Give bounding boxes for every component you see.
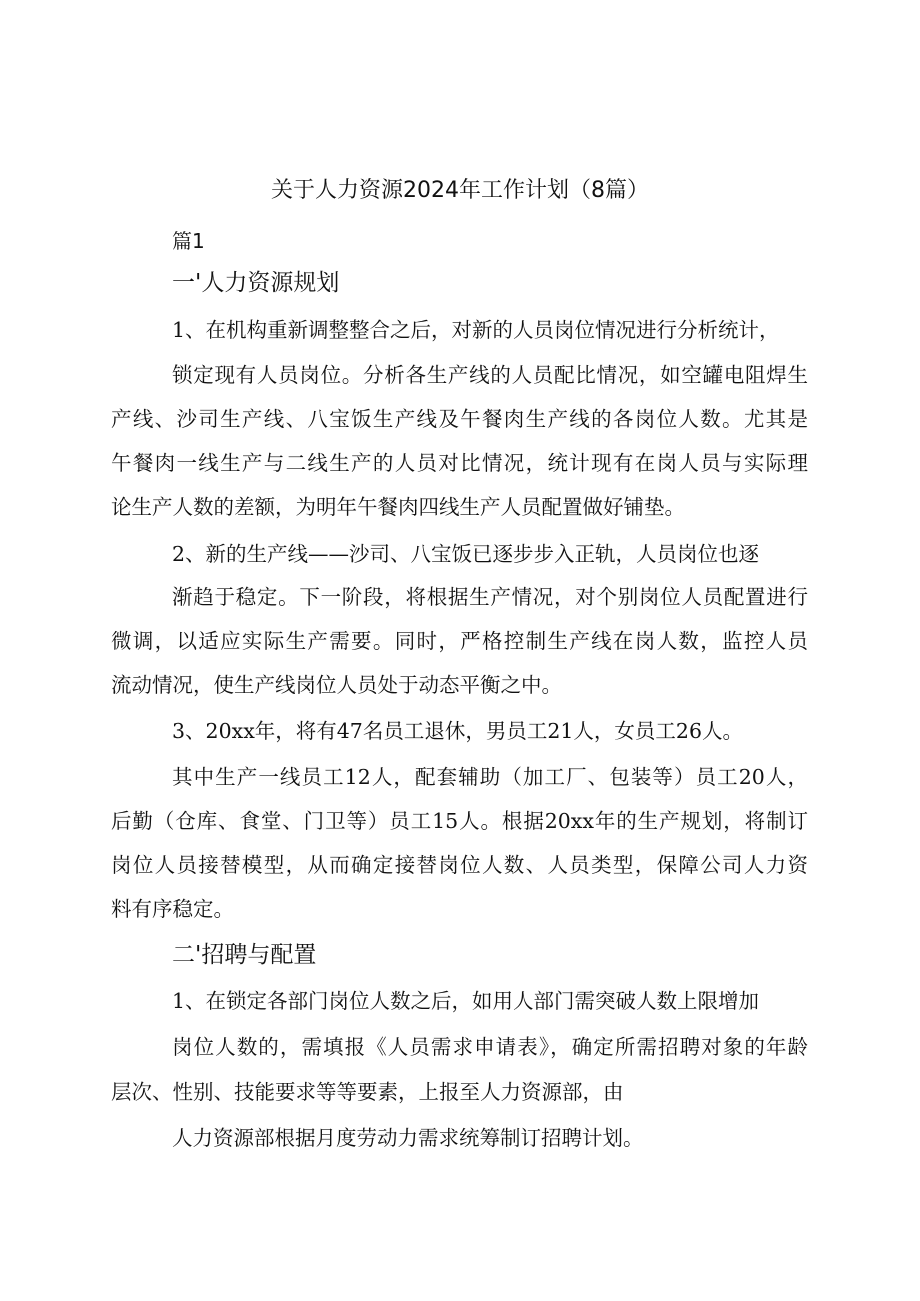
- paragraph-line: 3、20xx年，将有47名员工退休，男员工21人，女员工26人。: [172, 719, 744, 743]
- paragraph-line: 岗位人数的，需填报《人员需求申请表》，确定所需招聘对象的年龄: [172, 1035, 808, 1059]
- section-heading: 一'人力资源规划: [172, 270, 340, 296]
- paragraph-line: 料有序稳定。: [111, 897, 234, 921]
- document-title: 关于人力资源2024年工作计划（8篇）: [271, 178, 649, 203]
- paragraph-line: 微调，以适应实际生产需要。同时，严格控制生产线在岗人数，监控人员: [111, 629, 808, 653]
- section-heading: 二'招聘与配置: [172, 942, 317, 968]
- paragraph-line: 1、在机构重新调整整合之后，对新的人员岗位情况进行分析统计，: [172, 318, 780, 342]
- paragraph-line: 午餐肉一线生产与二线生产的人员对比情况，统计现有在岗人员与实际理: [111, 451, 808, 475]
- paragraph-line: 渐趋于稳定。下一阶段，将根据生产情况，对个别岗位人员配置进行: [172, 585, 808, 609]
- paragraph-line: 后勤（仓库、食堂、门卫等）员工15人。根据20xx年的生产规划，将制订: [111, 809, 808, 833]
- paragraph-line: 2、新的生产线——沙司、八宝饭已逐步步入正轨，人员岗位也逐: [172, 542, 760, 566]
- paragraph-line: 其中生产一线员工12人，配套辅助（加工厂、包装等）员工20人，: [172, 765, 808, 789]
- paragraph-line: 人力资源部根据月度劳动力需求统筹制订招聘计划。: [172, 1126, 644, 1150]
- paragraph-line: 岗位人员接替模型，从而确定接替岗位人数、人员类型，保障公司人力资: [111, 853, 808, 877]
- section-label: 篇1: [172, 229, 205, 253]
- paragraph-line: 1、在锁定各部门岗位人数之后，如用人部门需突破人数上限增加: [172, 989, 760, 1013]
- paragraph-line: 产线、沙司生产线、八宝饭生产线及午餐肉生产线的各岗位人数。尤其是: [111, 407, 808, 431]
- paragraph-line: 论生产人数的差额，为明年午餐肉四线生产人员配置做好铺垫。: [111, 495, 685, 519]
- paragraph-line: 流动情况，使生产线岗位人员处于动态平衡之中。: [111, 673, 562, 697]
- paragraph-line: 锁定现有人员岗位。分析各生产线的人员配比情况，如空罐电阻焊生: [172, 363, 808, 387]
- paragraph-line: 层次、性别、技能要求等等要素，上报至人力资源部，由: [111, 1080, 624, 1104]
